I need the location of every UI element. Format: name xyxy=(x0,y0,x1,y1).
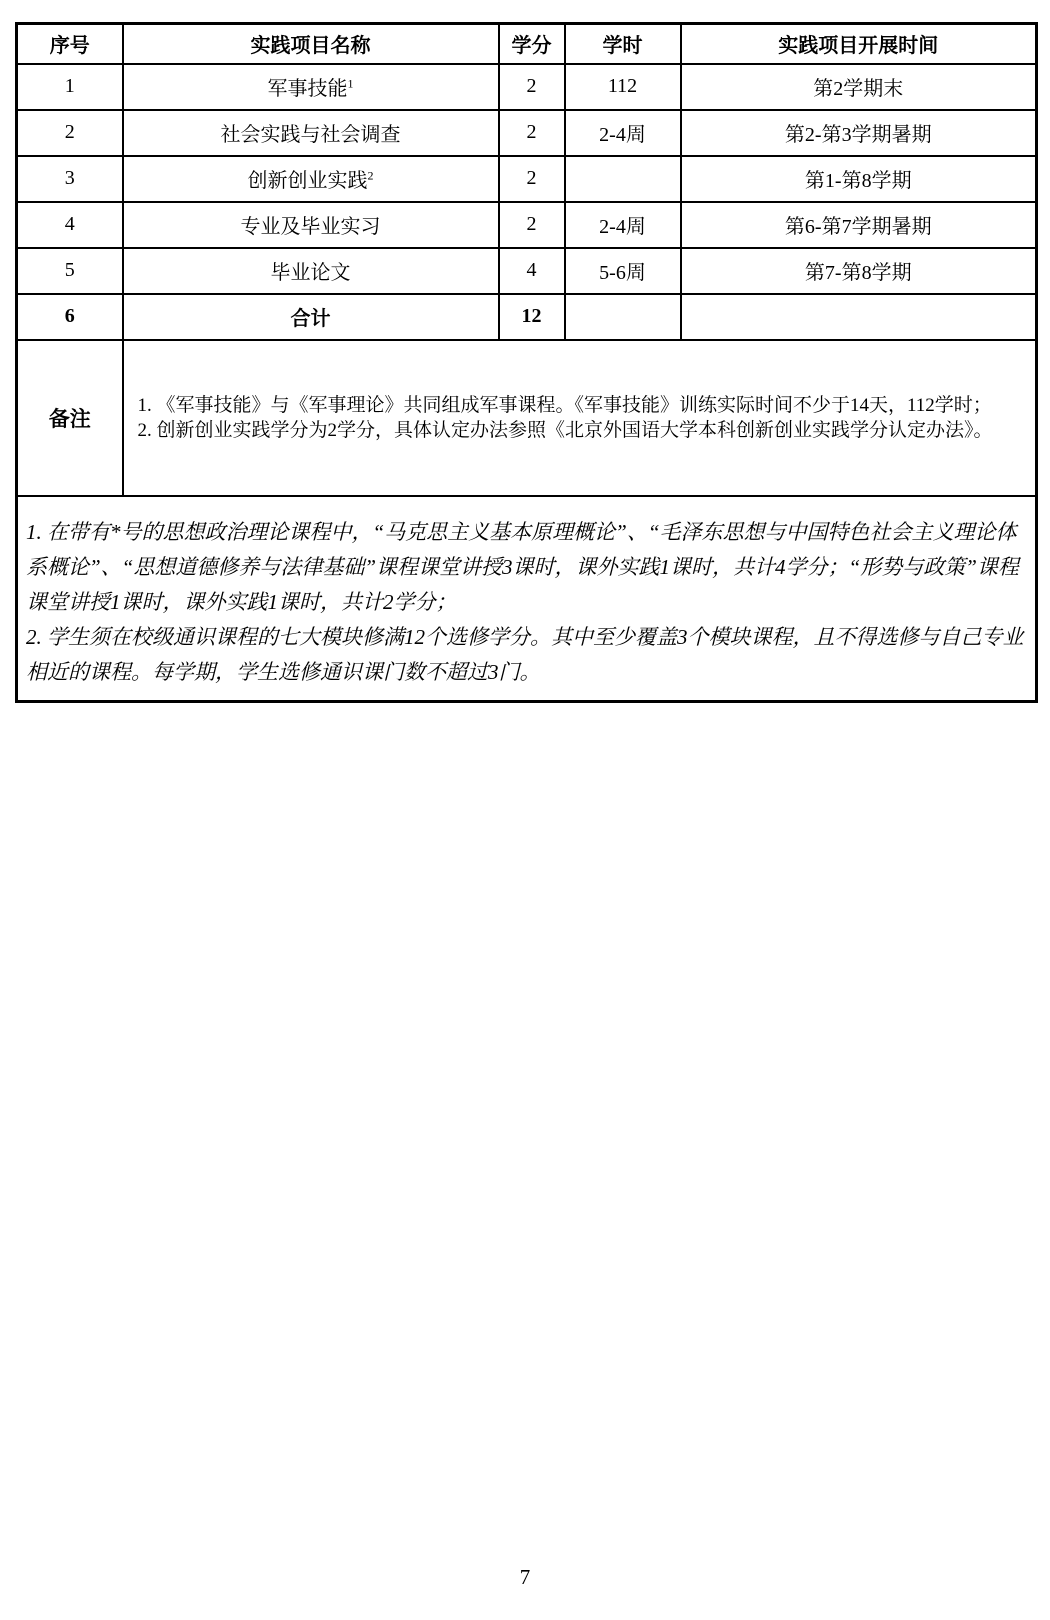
table-row xyxy=(17,156,1037,202)
schedule-cell: 第6-第7学期暑期 xyxy=(681,202,1037,248)
hours-cell: 112 xyxy=(565,64,681,110)
total-credits-cell: 12 xyxy=(499,294,565,340)
col-header-credits: 学分 xyxy=(499,24,565,64)
project-name: 社会实践与社会调查 xyxy=(220,124,401,146)
remark-content-cell xyxy=(123,340,1037,496)
hours-cell: 5-6周 xyxy=(565,248,681,294)
table-row xyxy=(17,110,1037,156)
table-row xyxy=(17,202,1037,248)
footnote-2: 2. 学生须在校级通识课程的七大模块修满12个选修学分。其中至少覆盖3个模块课程，且不得选修与自己专业相近的课程。每学期，学生选修通识课门数不超过3门。 xyxy=(26,624,1024,684)
serial-cell: 1 xyxy=(17,64,123,110)
project-name: 创新创业实践 xyxy=(247,170,368,192)
serial-cell: 5 xyxy=(17,248,123,294)
practice-projects-table xyxy=(15,22,1038,703)
schedule-cell xyxy=(681,294,1037,340)
hours-cell: 2-4周 xyxy=(565,202,681,248)
project-name: 专业及毕业实习 xyxy=(240,216,381,238)
project-name-cell xyxy=(123,156,499,202)
schedule-cell: 第1-第8学期 xyxy=(681,156,1037,202)
col-header-serial: 序号 xyxy=(17,24,123,64)
remark-note-2: 2. 创新创业实践学分为2学分，具体认定办法参照《北京外国语大学本科创新创业实践学分认定办法》。 xyxy=(137,419,993,441)
project-name: 军事技能 xyxy=(267,78,348,100)
footnotes-cell xyxy=(17,496,1037,702)
credits-cell: 2 xyxy=(499,64,565,110)
col-header-hours: 学时 xyxy=(565,24,681,64)
project-name-cell xyxy=(123,248,499,294)
project-name-superscript: 1 xyxy=(347,76,354,91)
credits-cell: 2 xyxy=(499,110,565,156)
total-label: 合计 xyxy=(290,308,331,330)
table-header-row xyxy=(17,24,1037,64)
schedule-cell: 第2学期末 xyxy=(681,64,1037,110)
table-row xyxy=(17,64,1037,110)
project-name-cell xyxy=(123,64,499,110)
table-row-total xyxy=(17,294,1037,340)
page-number: 7 xyxy=(519,1565,531,1589)
hours-cell: 2-4周 xyxy=(565,110,681,156)
credits-cell: 2 xyxy=(499,156,565,202)
footnotes-row xyxy=(17,496,1037,702)
serial-cell: 3 xyxy=(17,156,123,202)
credits-cell: 4 xyxy=(499,248,565,294)
table-row xyxy=(17,248,1037,294)
project-name-cell xyxy=(123,110,499,156)
schedule-cell: 第7-第8学期 xyxy=(681,248,1037,294)
footnote-1: 1. 在带有*号的思想政治理论课程中，“马克思主义基本原理概论”、“毛泽东思想与中国特色社会主义理论体系概论”、“思想道德修养与法律基础”课程课堂讲授3课时，课外实践1课时，共计4学分；“形势与政策”课程课堂讲授1课时，课外实践1课时，共计2学分； xyxy=(26,519,1019,614)
hours-cell xyxy=(565,294,681,340)
remark-label: 备注 xyxy=(17,340,123,496)
credits-cell: 2 xyxy=(499,202,565,248)
project-name-cell xyxy=(123,202,499,248)
hours-cell xyxy=(565,156,681,202)
serial-cell: 4 xyxy=(17,202,123,248)
remark-note-1: 1. 《军事技能》与《军事理论》共同组成军事课程。《军事技能》训练实际时间不少于14天，112学时； xyxy=(137,394,992,416)
total-label-cell xyxy=(123,294,499,340)
serial-cell: 6 xyxy=(17,294,123,340)
project-name: 毕业论文 xyxy=(270,262,351,284)
col-header-project-name: 实践项目名称 xyxy=(123,24,499,64)
schedule-cell: 第2-第3学期暑期 xyxy=(681,110,1037,156)
serial-cell: 2 xyxy=(17,110,123,156)
project-name-superscript: 2 xyxy=(367,168,374,183)
col-header-schedule: 实践项目开展时间 xyxy=(681,24,1037,64)
remark-row xyxy=(17,340,1037,496)
